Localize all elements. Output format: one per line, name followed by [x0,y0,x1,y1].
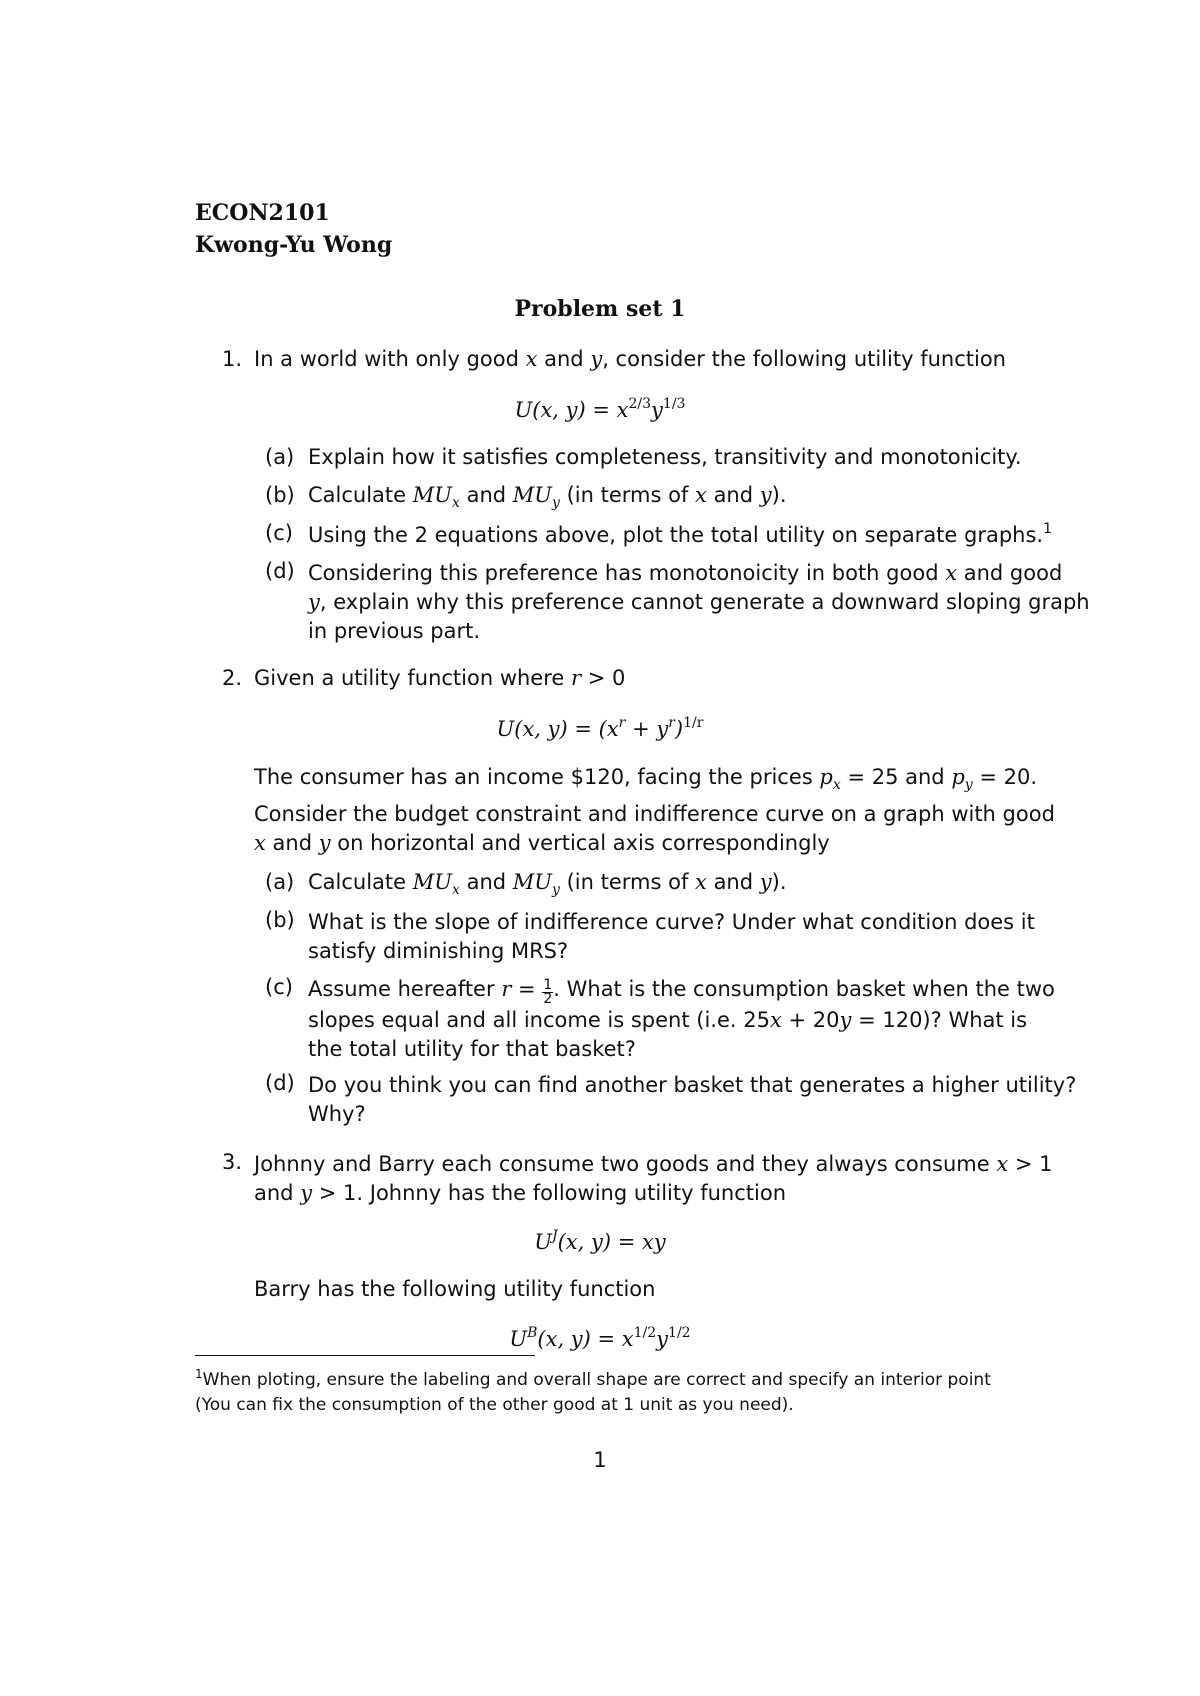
q2a-label: (a) [265,870,295,894]
q1d-text: Considering this preference has monotonoicity in both good x and good y, explain why this preference cannot generate a downward sloping graph in previous part. [308,561,1090,643]
footnote-ref: 1 [1043,521,1053,537]
page-title: Problem set 1 [514,296,686,322]
johnny-utility-equation: $U^J(x$, y) = xy [534,1228,666,1254]
q2-intro: Given a utility function where r > 0 [254,666,626,690]
q3-intro: Johnny and Barry each consume two goods and they always consume x > 1 and y > 1. Johnny has the following utility function [254,1152,1053,1205]
q1a-label: (a) [265,445,295,469]
q3-number: 3. [222,1150,243,1174]
q1b-text: Calculate $MU_x$ and $MU_y$ (in terms of x and y). [308,483,787,511]
course-code: ECON2101 [195,200,330,226]
q1-utility-equation: U(x, $y) = x^{2/3}y^{1/3}$ [514,396,686,422]
q1b-label: (b) [265,483,295,507]
q2c-text: Assume hereafter r = $\frac{1}{2}$ . What is the consumption basket when the two slopes equal and all income is spent (i.e. 25x + 20y = 120)? What is the total utility for that basket? [308,977,1055,1061]
q2-number: 2. [222,666,243,690]
author-name: Kwong-Yu Wong [195,232,393,258]
fraction-one-half: $\frac{1}{2}$ [543,977,553,1007]
q2-budget-paragraph: The consumer has an income $120, facing the prices $p_x = 25$ and $p_y = 20$. Consider the budget constraint and indifference curve on a graph with good x and y on horizontal and vertical axis correspondingly [254,765,1055,855]
q1d-label: (d) [265,559,295,583]
page-number: 1 [593,1448,607,1472]
q1c-label: (c) [265,521,293,545]
q1a-text: Explain how it satisfies completeness, transitivity and monotonicity. [308,445,1022,469]
q1-intro: In a world with only good x and y, consider the following utility function [254,347,1006,371]
barry-intro: Barry has the following utility function [254,1277,656,1301]
q2b-label: (b) [265,908,295,932]
q2b-text: What is the slope of indifference curve? Under what condition does it satisfy diminishing MRS? [308,910,1035,963]
q2d-text: Do you think you can find another basket that generates a higher utility? Why? [308,1073,1077,1126]
q1-number: 1. [222,347,243,371]
barry-utility-equation: $U^B(x$, $y) = x^{1/2}y^{1/2}$ [509,1325,691,1351]
q2d-label: (d) [265,1071,295,1095]
footnote: $^1$When ploting, ensure the labeling and overall shape are correct and specify an interior point (You can fix the consumption of the other good at 1 unit as you need). [195,1367,991,1415]
q2c-label: (c) [265,975,293,999]
footnote-divider [195,1355,535,1356]
q1c-text: Using the 2 equations above, plot the total utility on separate graphs.$^1$ [308,521,1053,547]
q2-utility-equation: U(x, $y) = (x^r + y^r)^{1/r}$ [496,715,704,741]
q2a-text: Calculate $MU_x$ and $MU_y$ (in terms of x and y). [308,870,787,898]
